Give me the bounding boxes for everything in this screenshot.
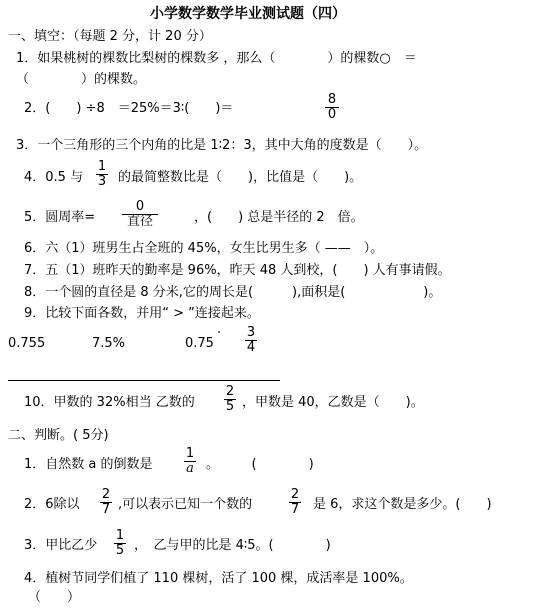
judge-1-part-b: 。 ( ) bbox=[206, 457, 314, 472]
judge-4-line-1: 4．植树节同学们植了 110 棵树，活了 100 棵，成活率是 100%。 bbox=[24, 571, 413, 586]
fraction-denominator: 7 bbox=[290, 502, 300, 517]
question-4-part-a: 4．0.5 与 bbox=[24, 170, 84, 185]
compare-number-1: 0.755 bbox=[8, 336, 46, 351]
question-4-fraction bbox=[96, 160, 108, 189]
repeating-decimal-dot: · bbox=[217, 326, 222, 341]
judge-3-part-b: ， 乙与甲的比是 4∶5。( ) bbox=[134, 538, 331, 553]
question-1-line-2: （ ）的棵数。 bbox=[16, 72, 147, 87]
fraction-numerator: 3 bbox=[246, 325, 256, 340]
fraction-denominator: 4 bbox=[246, 340, 256, 355]
fraction-numerator: 8 bbox=[325, 93, 339, 108]
question-10-part-b: ，甲数是 40，乙数是（ )。 bbox=[242, 395, 424, 410]
fraction-numerator: 1 bbox=[97, 159, 107, 174]
question-6: 6．六（1）班男生占全班的 45%，女生比男生多（ —— ）。 bbox=[24, 241, 384, 256]
section1-heading: 一、填空：（每题 2 分，计 20 分） bbox=[8, 29, 212, 44]
judge-2-part-b: ,可以表示已知一个数的 bbox=[118, 497, 253, 512]
fraction-denominator: a bbox=[186, 461, 194, 476]
question-5-part-b: ，( ) 总是半径的 2 倍。 bbox=[194, 210, 364, 225]
compare-number-3: 0.75 bbox=[185, 336, 214, 351]
judge-1-part-a: 1．自然数 a 的倒数是 bbox=[24, 457, 153, 472]
fraction-numerator: 1 bbox=[115, 528, 125, 543]
judge-2-fraction-2 bbox=[289, 488, 301, 517]
question-4-part-b: 的最简整数比是（ )，比值是（ )。 bbox=[118, 170, 363, 185]
question-3: 3．一个三角形的三个内角的比是 1∶2：3，其中大角的度数是（ ）。 bbox=[16, 138, 428, 153]
fraction-denominator: 3 bbox=[97, 174, 107, 189]
compare-number-2: 7.5% bbox=[92, 336, 126, 351]
judge-2-part-a: 2．6除以 bbox=[24, 497, 80, 512]
fraction-numerator: 2 bbox=[101, 487, 111, 502]
question-10-fraction bbox=[224, 385, 236, 414]
question-9: 9．比较下面各数，并用“ > ”连接起来。 bbox=[24, 306, 260, 321]
judge-2-part-c: 是 6，求这个数是多少。( ) bbox=[313, 497, 492, 512]
question-2-fraction bbox=[325, 93, 339, 122]
judge-2-fraction-1 bbox=[100, 488, 112, 517]
question-7: 7．五（1）班昨天的勤率是 96%，昨天 48 人到校，( ) 人有事请假。 bbox=[24, 263, 451, 278]
question-5-fraction bbox=[122, 200, 158, 229]
question-10-part-a: 10．甲数的 32%相当 乙数的 bbox=[24, 395, 195, 410]
judge-4-line-2: （ ） bbox=[28, 590, 81, 605]
fraction-denominator: 7 bbox=[101, 502, 111, 517]
answer-line bbox=[8, 380, 280, 381]
compare-fraction-4 bbox=[245, 326, 257, 355]
fraction-denominator: 5 bbox=[225, 399, 235, 414]
fraction-denominator: 5 bbox=[115, 543, 125, 558]
judge-1-fraction bbox=[184, 447, 196, 476]
judge-3-fraction bbox=[114, 529, 126, 558]
judge-3-part-a: 3．甲比乙少 bbox=[24, 538, 98, 553]
fraction-numerator: 0 bbox=[122, 200, 158, 215]
page-title: 小学数学数学毕业测试题（四） bbox=[150, 6, 346, 22]
fraction-numerator: 2 bbox=[290, 487, 300, 502]
fraction-numerator: 2 bbox=[225, 384, 235, 399]
question-8: 8．一个圆的直径是 8 分米,它的周长是( ),面积是( )。 bbox=[24, 285, 442, 300]
section2-heading: 二、判断。( 5分) bbox=[8, 428, 109, 443]
question-5-part-a: 5．圆周率= bbox=[24, 210, 96, 225]
fraction-numerator: 1 bbox=[185, 446, 195, 461]
fraction-denominator: 直径 bbox=[126, 214, 153, 229]
question-2-text: 2．( ) ÷8 ＝25%＝3∶( )＝ bbox=[24, 101, 234, 116]
fraction-denominator: 0 bbox=[327, 107, 337, 122]
question-1-line-1: 1．如果桃树的棵数比梨树的棵数多 ，那么（ ）的棵数○ ＝ bbox=[16, 51, 417, 66]
